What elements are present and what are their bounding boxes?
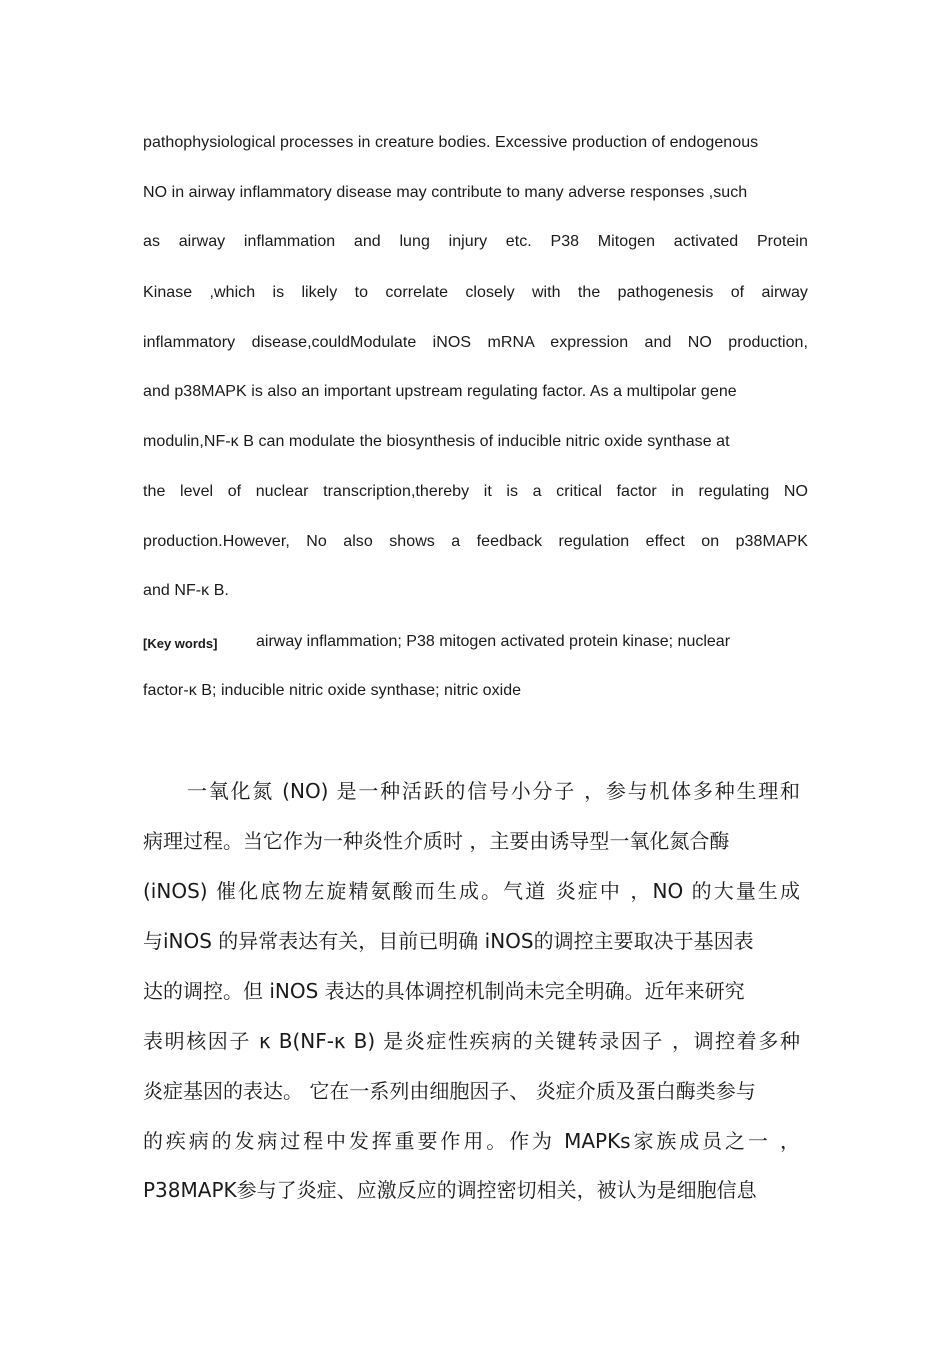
keywords-line-1: airway inflammation; P38 mitogen activated protein kinase; nuclear [256,633,731,650]
body-line-7: 炎症基因的表达。 它在一系列由细胞因子、 炎症介质及蛋白酶类参与 [143,1079,756,1103]
body-line-2: 病理过程。当它作为一种炎性介质时 ，主要由诱导型一氧化氮合酶 [143,829,730,853]
abstract-line-4: Kinase ,which is likely to correlate closely with the pathogenesis of airway [143,284,808,301]
body-line-5: 达的调控。但 iNOS 表达的具体调控机制尚未完全明确。近年来研究 [143,979,745,1003]
body-line-1: 一氧化氮 (NO) 是一种活跃的信号小分子 ，参与机体多种生理和 [187,779,800,803]
abstract-line-1: pathophysiological processes in creature bodies. Excessive production of endogenous [143,134,759,151]
body-line-4: 与iNOS 的异常表达有关，目前已明确 iNOS的调控主要取决于基因表 [143,929,754,953]
abstract-line-9: production.However, No also shows a feedback regulation effect on p38MAPK [143,533,808,550]
keywords-label: [Key words] [143,636,218,651]
body-line-3: (iNOS) 催化底物左旋精氨酸而生成。气道 炎症中 ，NO 的大量生成 [143,879,800,903]
abstract-line-8: the level of nuclear transcription,thereby it is a critical factor in regulating NO [143,483,808,500]
body-line-9: P38MAPK参与了炎症、应激反应的调控密切相关，被认为是细胞信息 [143,1178,757,1202]
abstract-line-3: as airway inflammation and lung injury etc. P38 Mitogen activated Protein [143,233,808,250]
keywords-line-2: factor-κ B; inducible nitric oxide synthase; nitric oxide [143,682,522,699]
abstract-line-7: modulin,NF-κ B can modulate the biosynthesis of inducible nitric oxide synthase at [143,433,730,450]
body-line-6: 表明核因子 κ B(NF-κ B) 是炎症性疾病的关键转录因子 ，调控着多种 [143,1029,800,1053]
abstract-line-2: NO in airway inflammatory disease may contribute to many adverse responses ,such [143,184,748,201]
abstract-line-5: inflammatory disease,couldModulate iNOS mRNA expression and NO production, [143,334,808,351]
abstract-line-6: and p38MAPK is also an important upstream regulating factor. As a multipolar gene [143,383,737,400]
abstract-line-10: and NF-κ B. [143,582,229,599]
body-line-8: 的疾病的发病过程中发挥重要作用。作为 MAPKs家族成员之一 ， [143,1129,800,1153]
